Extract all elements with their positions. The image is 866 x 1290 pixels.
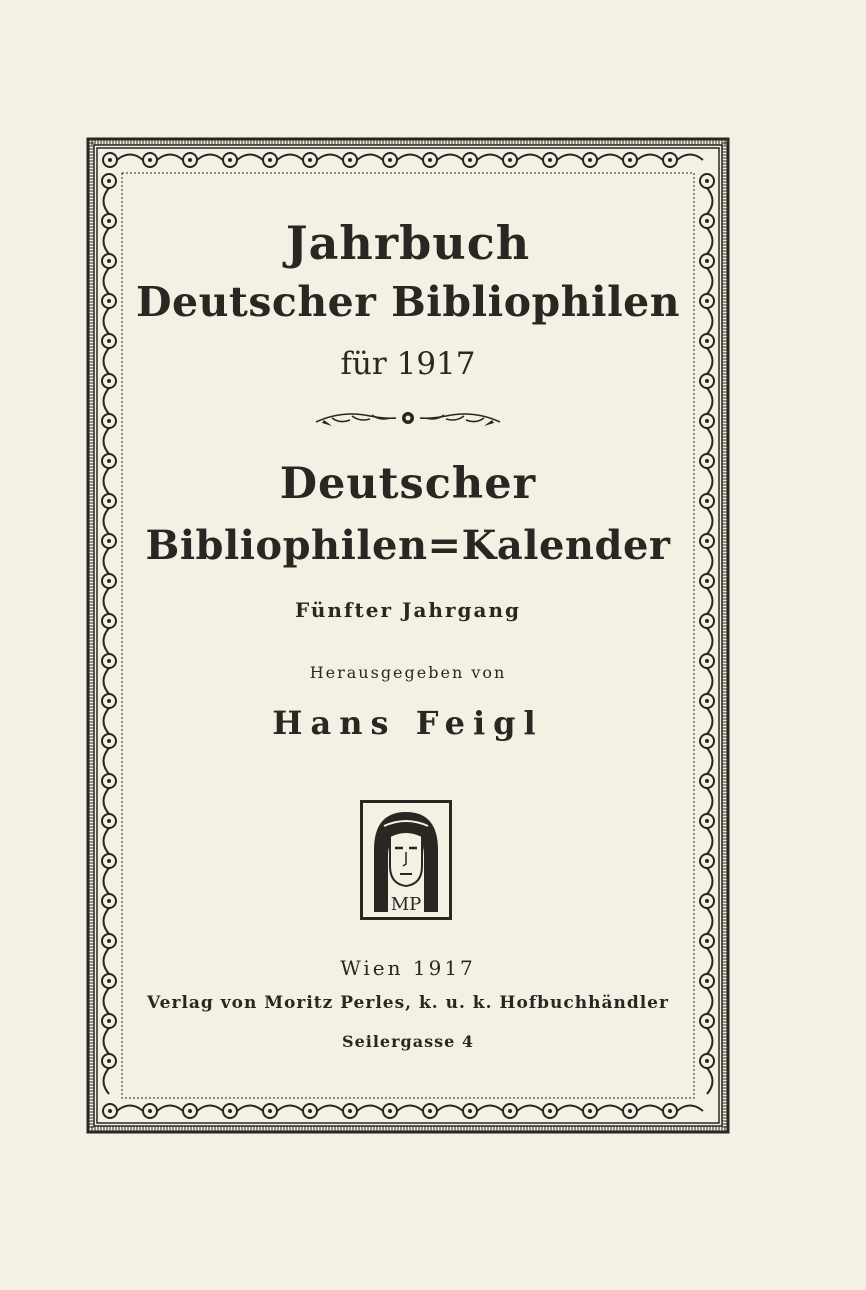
edition-line: Fünfter Jahrgang [295, 598, 521, 622]
publisher-monogram: MP [390, 894, 422, 915]
book-title-line-1: Jahrbuch [285, 216, 531, 270]
title-page-content [124, 176, 692, 1096]
editor-name: Hans Feigl [272, 704, 544, 742]
book-title-line-3: für 1917 [340, 346, 476, 382]
publisher-line: Verlag von Moritz Perles, k. u. k. Hofbuchhändler [147, 993, 669, 1013]
editor-label: Herausgegeben von [309, 663, 507, 682]
calendar-title-line-2: Bibliophilen=Kalender [145, 522, 671, 569]
book-title-line-2: Deutscher Bibliophilen [135, 278, 681, 326]
publisher-mark-woman-icon [360, 800, 452, 920]
calendar-title-line-1: Deutscher [279, 459, 537, 509]
leaf-ornament [312, 406, 504, 432]
publisher-address: Seilergasse 4 [342, 1032, 474, 1051]
place-and-year: Wien 1917 [340, 956, 476, 980]
